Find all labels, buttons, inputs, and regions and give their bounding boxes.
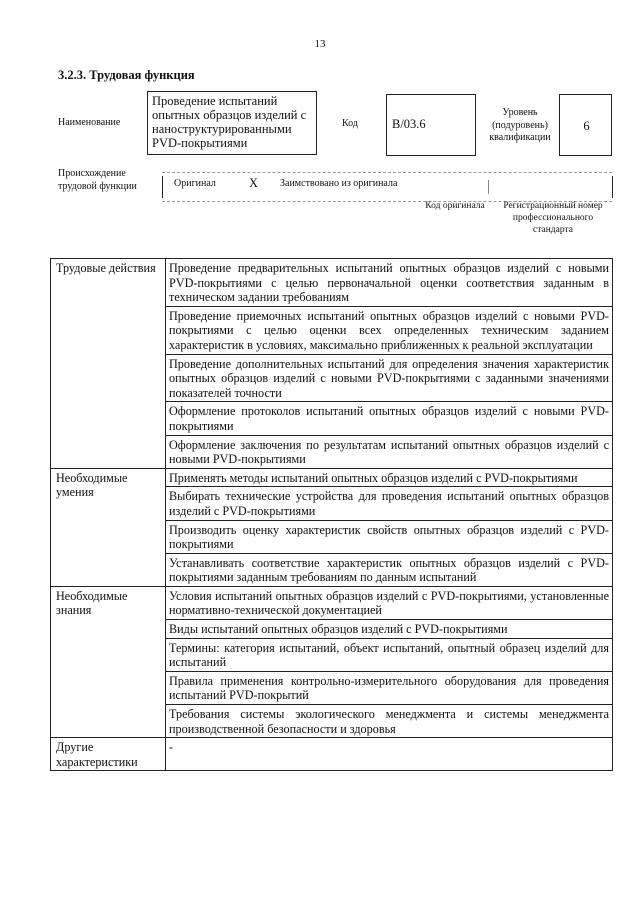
category-cell: Трудовые действия (51, 259, 166, 469)
section-title: 3.2.3. Трудовая функция (58, 68, 195, 82)
table-row (51, 468, 613, 487)
item-cell: Требования системы экологического менеджмента и системы менеджмента производственной безопасности и здоровья (166, 705, 613, 738)
table-row (51, 738, 613, 771)
item-cell: Производить оценку характеристик свойств опытных образцов изделий с PVD-покрытиями (166, 520, 613, 553)
category-cell: Необходимые умения (51, 468, 166, 586)
origin-top-divider (162, 172, 612, 173)
item-cell: Оформление заключения по результатам испытаний опытных образцов изделий с новыми PVD-покрытиями (166, 435, 613, 468)
level-value: 6 (583, 119, 590, 133)
level-box (559, 94, 612, 156)
code-label: Код (342, 118, 358, 129)
name-label: Наименование (58, 117, 121, 128)
item-cell: Условия испытаний опытных образцов изделий с PVD-покрытиями, установленные нормативно-технической документацией (166, 586, 613, 619)
item-cell: Проведение приемочных испытаний опытных образцов изделий с новыми PVD-покрытиями с целью оценки всех определенных техническим заданием характеристик в условиях, максимально приближенных к реальной эксплуатации (166, 306, 613, 354)
category-cell: Другие характеристики (51, 738, 166, 771)
function-name-box (147, 91, 317, 155)
category-cell: Необходимые знания (51, 586, 166, 737)
item-cell: Оформление протоколов испытаний опытных образцов изделий с новыми PVD-покрытиями (166, 402, 613, 435)
item-cell: Термины: категория испытаний, объект испытаний, опытный образец изделий для испытаний (166, 638, 613, 671)
item-cell: Применять методы испытаний опытных образцов изделий с PVD-покрытиями (166, 468, 613, 487)
origin-right-tick (612, 176, 613, 198)
item-cell: Проведение предварительных испытаний опытных образцов изделий с новыми PVD-покрытиями с целью первоначальной оценки соответствия заданным в техническом задании требованиям (166, 259, 613, 307)
code-caption: Код оригинала (425, 201, 485, 211)
item-cell: Проведение дополнительных испытаний для определения значения характеристик опытных образцов изделий с новыми PVD-покрытиями с заданными значениями показателей точности (166, 354, 613, 402)
item-cell: Правила применения контрольно-измерительного оборудования для проведения испытаний PVD-покрытий (166, 671, 613, 704)
original-label: Оригинал (174, 178, 216, 189)
code-value: B/03.6 (392, 117, 426, 131)
code-box (386, 94, 476, 156)
item-cell: Выбирать технические устройства для проведения испытаний опытных образцов изделий с PVD-покрытиями (166, 487, 613, 520)
table-row (51, 259, 613, 307)
page-number: 13 (314, 38, 326, 50)
origin-mid-tick (488, 180, 489, 194)
item-cell: - (166, 738, 613, 771)
item-cell: Виды испытаний опытных образцов изделий с PVD-покрытиями (166, 620, 613, 639)
origin-row (162, 172, 612, 202)
level-label: Уровень (подуровень) квалификации (489, 107, 551, 143)
origin-left-tick (162, 176, 163, 198)
original-mark: X (249, 176, 259, 190)
origin-label: Происхождение трудовой функции (58, 168, 137, 192)
item-cell: Устанавливать соответствие характеристик опытных образцов изделий с PVD-покрытиями заданным требованиям по данным испытаний (166, 553, 613, 586)
function-details-table (50, 258, 613, 771)
function-name: Проведение испытаний опытных образцов изделий с наноструктурированными PVD-покрытиями (152, 94, 307, 150)
table-row (51, 586, 613, 619)
borrowed-label: Заимствовано из оригинала (280, 178, 398, 189)
reg-number-caption: Регистрационный номер профессионального стандарта (503, 201, 603, 235)
